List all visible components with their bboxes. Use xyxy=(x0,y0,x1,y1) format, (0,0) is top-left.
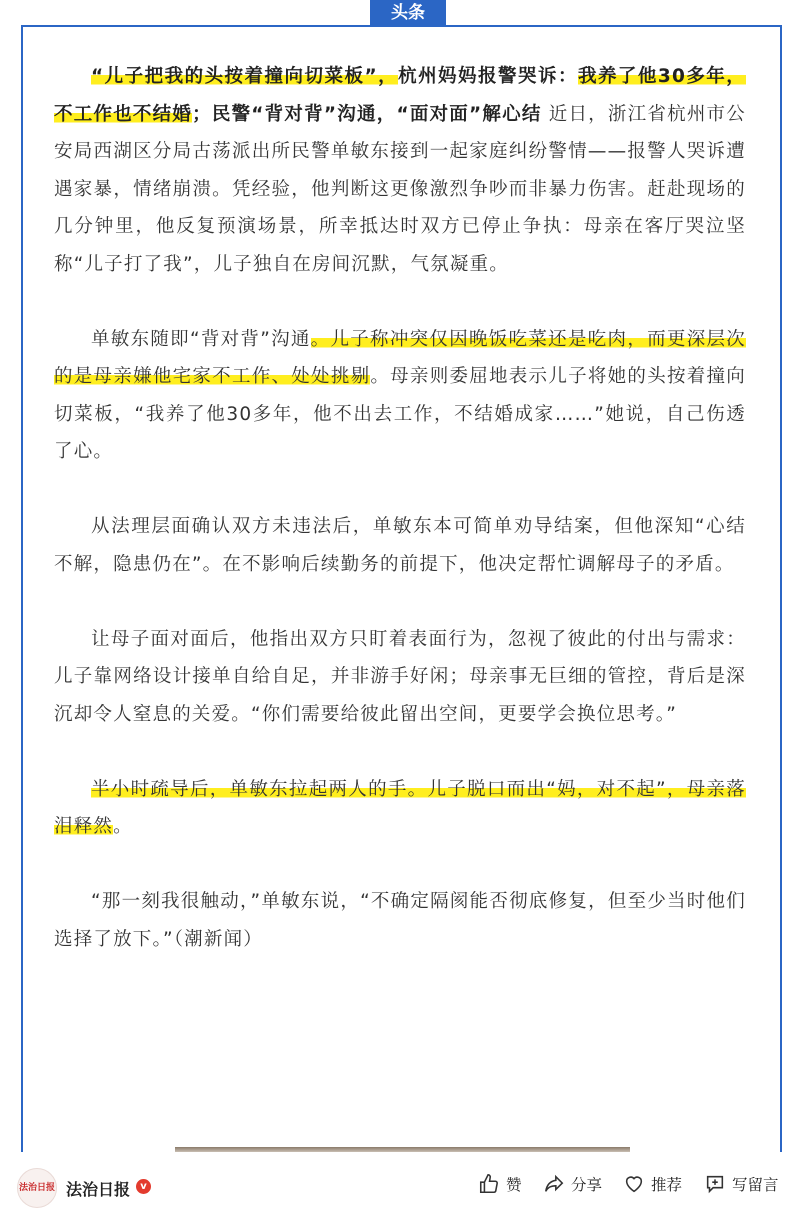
paragraph-2-highlight: 。儿子称冲突仅因晚饭吃菜还是吃肉，而更深层次的是母亲嫌他宅家不工作、处处挑剔 xyxy=(54,328,746,387)
like-button[interactable] xyxy=(478,1173,522,1195)
paragraph-5-tail: 。 xyxy=(113,816,133,837)
comment-button[interactable] xyxy=(704,1173,779,1195)
headline-highlight: 我养了他30多年，不工作也不结婚 xyxy=(54,66,746,125)
paragraph-1 xyxy=(54,58,746,283)
share-button[interactable] xyxy=(543,1173,602,1195)
image-preview-strip xyxy=(175,1147,630,1152)
comment-plus-icon xyxy=(704,1173,726,1195)
recommend-button[interactable] xyxy=(623,1173,682,1195)
verified-badge-icon: v xyxy=(136,1179,151,1194)
headline-tail: ；民警“背对背”沟通，“面对面”解心结 xyxy=(192,103,542,125)
like-label: 赞 xyxy=(506,1176,522,1194)
headline-quote: “儿子把我的头按着撞向切菜板”， xyxy=(91,66,399,87)
paragraph-3: 从法理层面确认双方未违法后，单敏东本可简单劝导结案，但他深知“心结不解，隐患仍在”。在不影响后续勤务的前提下，他决定帮忙调解母子的矛盾。 xyxy=(54,516,746,575)
paragraph-6: “那一刻我很触动，”单敏东说，“不确定隔阂能否彻底修复，但至少当时他们选择了放下。”（潮新闻） xyxy=(54,891,746,950)
paragraph-2 xyxy=(54,321,746,471)
logo-text: 法治日报 xyxy=(18,1183,55,1193)
paragraph-5-highlight: 半小时疏导后，单敏东拉起两人的手。儿子脱口而出“妈，对不起”，母亲落泪释然 xyxy=(54,778,746,837)
headline-lead: 杭州妈妈报警哭诉： xyxy=(398,66,578,87)
bottom-action-bar xyxy=(0,1158,806,1223)
paragraph-1-text: 近日，浙江省杭州市公安局西湖区分局古荡派出所民警单敏东接到一起家庭纠纷警情——报警人哭诉遭遇家暴，情绪崩溃。凭经验，他判断这更像激烈争吵而非暴力伤害。赶赴现场的几分钟里，他反复预演场景，所幸抵达时双方已停止争执：母亲在客厅哭泣坚称“儿子打了我”，儿子独自在房间沉默，气氛凝重。 xyxy=(54,103,746,275)
heart-icon xyxy=(623,1173,645,1195)
comment-label: 写留言 xyxy=(732,1176,779,1194)
paragraph-2-lead: 单敏东随即“背对背”沟通 xyxy=(91,328,311,350)
section-tag: 头条 xyxy=(370,0,446,26)
thumbs-up-icon xyxy=(478,1173,500,1195)
recommend-label: 推荐 xyxy=(651,1176,683,1194)
article-body xyxy=(54,58,746,958)
account-logo[interactable] xyxy=(17,1168,57,1208)
paragraph-4: 让母子面对面后，他指出双方只盯着表面行为，忽视了彼此的付出与需求：儿子靠网络设计接单自给自足，并非游手好闲；母亲事无巨细的管控，背后是深沉却令人窒息的关爱。“你们需要给彼此留出空间，更要学会换位思考。” xyxy=(54,628,746,725)
share-arrow-icon xyxy=(543,1173,565,1195)
share-label: 分享 xyxy=(571,1176,603,1194)
account-name[interactable]: 法治日报 xyxy=(66,1180,131,1199)
paragraph-2-text: 。母亲则委屈地表示儿子将她的头按着撞向切菜板，“我养了他30多年，他不出去工作，不结婚成家……”她说，自己伤透了心。 xyxy=(54,366,746,462)
paragraph-5 xyxy=(54,771,746,846)
